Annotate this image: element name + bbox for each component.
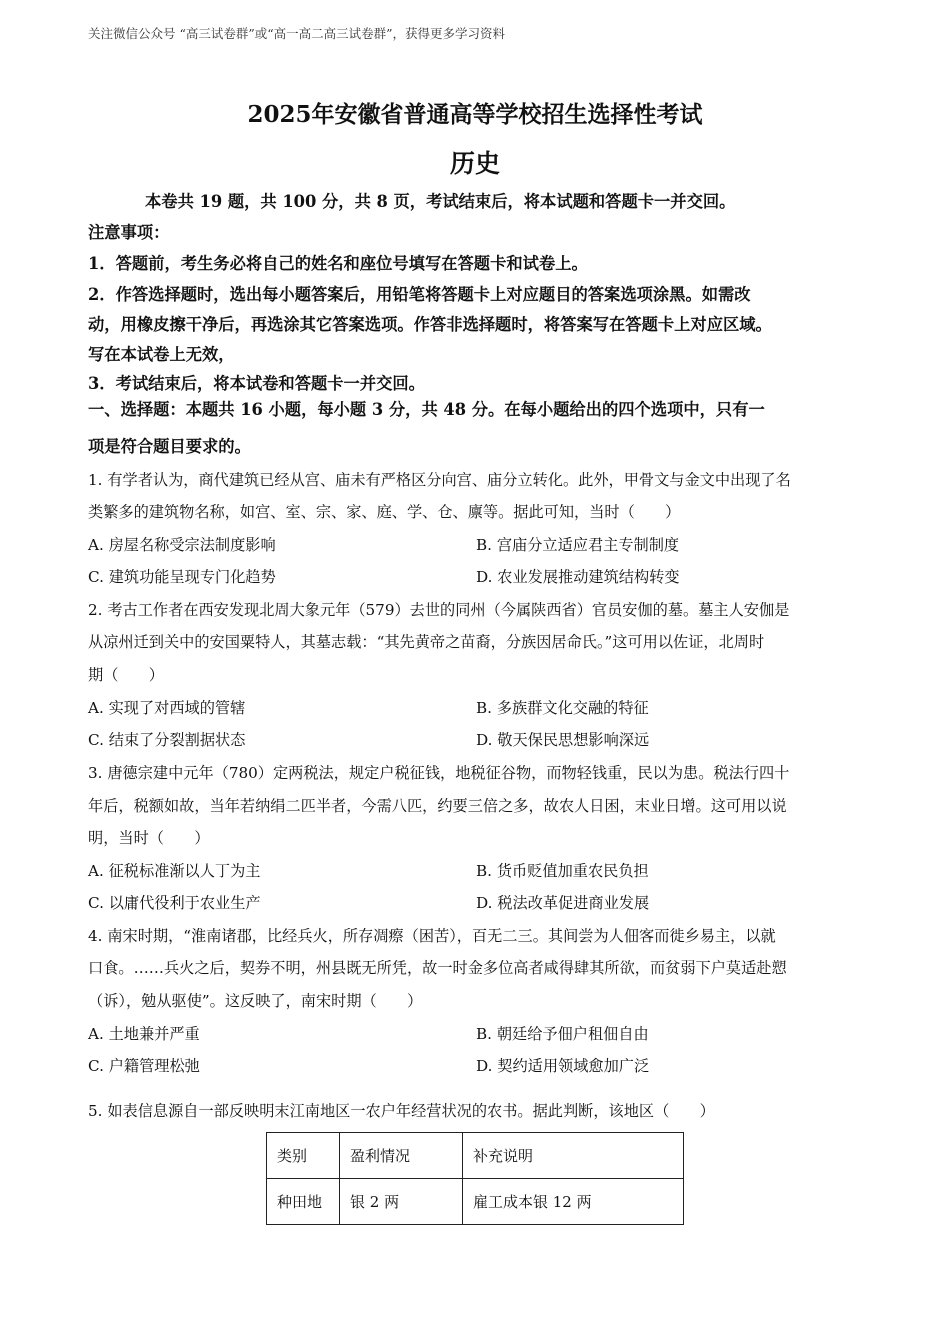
question-3-text: 年后，税额如故，当年若纳绢二匹半者，今需八匹，约要三倍之多，故农人日困，末业日增。这可用以说: [88, 797, 787, 815]
question-4-text: （诉），勉从驱使”。这反映了，南宋时期（ ）: [88, 992, 423, 1010]
question-4-text: 口食。……兵火之后，契券不明，州县既无所凭，故一时金多位高者咸得肆其所欲，而贫弱下户莫适赴愬: [88, 959, 787, 977]
table-header-cell: 类别: [267, 1133, 340, 1179]
notice-heading: 注意事项：: [88, 223, 170, 242]
exam-title: 2025年安徽省普通高等学校招生选择性考试: [247, 101, 703, 128]
exam-intro: 本卷共 19 题，共 100 分，共 8 页，考试结束后，将本试题和答题卡一并交回。: [145, 192, 736, 211]
question-2-option-b: B. 多族群文化交融的特征: [476, 699, 649, 717]
table-row: [267, 1179, 684, 1225]
notice-item-1: 1．答题前，考生务必将自己的姓名和座位号填写在答题卡和试卷上。: [88, 254, 588, 273]
question-5-text: 5. 如表信息源自一部反映明末江南地区一农户年经营状况的农书。据此判断，该地区（ ）: [88, 1102, 715, 1120]
question-2-text: 期（ ）: [88, 666, 164, 684]
question-2-text: 从凉州迁到关中的安国粟特人，其墓志载：“其先黄帝之苗裔，分族因居命氏。”这可用以佐证，北周时: [88, 633, 765, 651]
question-4-option-c: C. 户籍管理松弛: [88, 1057, 200, 1075]
question-4-option-d: D. 契约适用领域愈加广泛: [476, 1057, 650, 1075]
table-header-row: [267, 1133, 684, 1179]
farm-income-table: [266, 1132, 684, 1225]
subject-title: 历史: [449, 149, 500, 178]
question-4-option-b: B. 朝廷给予佃户租佃自由: [476, 1025, 649, 1043]
question-1-text: 1. 有学者认为，商代建筑已经从宫、庙未有严格区分向宫、庙分立转化。此外，甲骨文与金文中出现了名: [88, 471, 791, 489]
question-3-text: 3. 唐德宗建中元年（780）定两税法，规定户税征钱，地税征谷物，而物轻钱重，民以为患。税法行四十: [88, 764, 790, 782]
question-3-option-d: D. 税法改革促进商业发展: [476, 894, 650, 912]
table-cell: 种田地: [267, 1179, 340, 1225]
question-1-option-c: C. 建筑功能呈现专门化趋势: [88, 568, 276, 586]
section-heading: 一、选择题：本题共 16 小题，每小题 3 分，共 48 分。在每小题给出的四个选项中，只有一: [88, 400, 765, 419]
question-4-option-a: A. 土地兼并严重: [88, 1025, 200, 1043]
question-2-option-d: D. 敬天保民思想影响深远: [476, 731, 650, 749]
question-3-option-c: C. 以庸代役利于农业生产: [88, 894, 261, 912]
question-3-text: 明，当时（ ）: [88, 829, 210, 847]
question-1-option-a: A. 房屋名称受宗法制度影响: [88, 536, 276, 554]
notice-item-3: 3．考试结束后，将本试卷和答题卡一并交回。: [88, 374, 425, 393]
question-1-option-d: D. 农业发展推动建筑结构转变: [476, 568, 680, 586]
table-cell: 银 2 两: [340, 1179, 463, 1225]
question-2-text: 2. 考古工作者在西安发现北周大象元年（579）去世的同州（今属陕西省）官员安伽的墓。墓主人安伽是: [88, 601, 790, 619]
table-cell: 雇工成本银 12 两: [463, 1179, 684, 1225]
notice-item-2: 写在本试卷上无效，: [88, 345, 235, 364]
table-header-cell: 盈利情况: [340, 1133, 463, 1179]
question-2-option-a: A. 实现了对西域的管辖: [88, 699, 246, 717]
section-heading: 项是符合题目要求的。: [88, 437, 251, 456]
table-header-cell: 补充说明: [463, 1133, 684, 1179]
question-4-text: 4. 南宋时期，“淮南诸郡，比经兵火，所存凋瘵（困苦），百无二三。其间尝为人佃客而徙乡易主，以就: [88, 927, 776, 945]
question-1-text: 类繁多的建筑物名称，如宫、室、宗、家、庭、学、仓、廪等。据此可知，当时（ ）: [88, 503, 681, 521]
header-note: 关注微信公众号 “高三试卷群”或“高一高二高三试卷群”，获得更多学习资料: [88, 26, 506, 41]
notice-item-2: 2．作答选择题时，选出每小题答案后，用铅笔将答题卡上对应题目的答案选项涂黑。如需改: [88, 285, 751, 304]
question-3-option-a: A. 征税标准渐以人丁为主: [88, 862, 261, 880]
question-2-option-c: C. 结束了分裂割据状态: [88, 731, 246, 749]
notice-item-2: 动，用橡皮擦干净后，再选涂其它答案选项。作答非选择题时，将答案写在答题卡上对应区域。: [88, 315, 772, 334]
question-1-option-b: B. 宫庙分立适应君主专制制度: [476, 536, 680, 554]
question-3-option-b: B. 货币贬值加重农民负担: [476, 862, 649, 880]
